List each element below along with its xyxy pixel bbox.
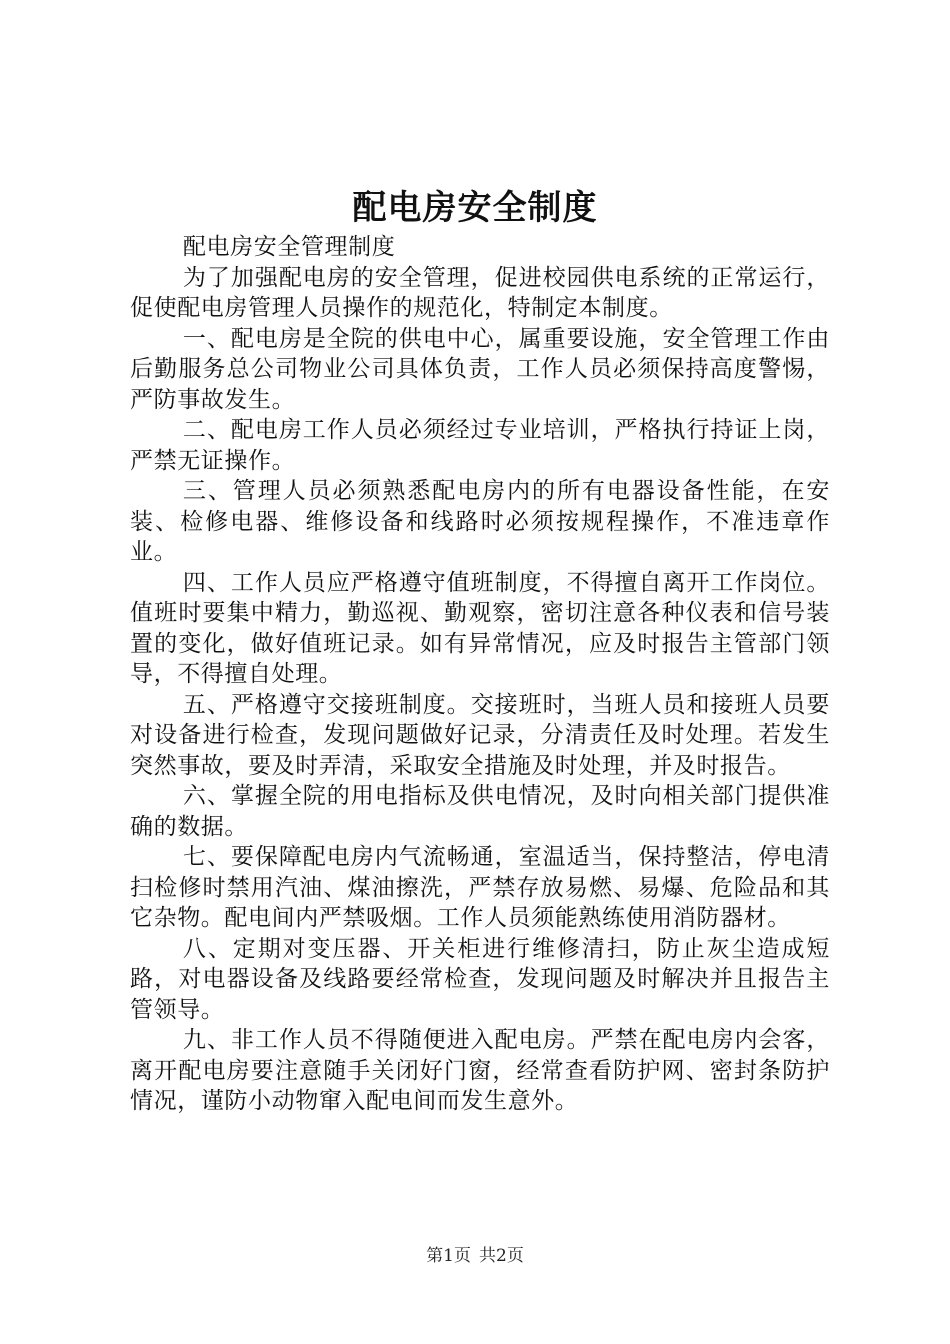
page-number: 第1页: [426, 1246, 471, 1266]
page-count: 共2页: [479, 1246, 524, 1266]
rule-paragraph-7: 七、要保障配电房内气流畅通，室温适当，保持整洁，停电清扫检修时禁用汽油、煤油擦洗，严禁存放易燃、易爆、危险品和其它杂物。配电间内严禁吸烟。工作人员须能熟练使用消防器材。: [130, 844, 830, 931]
rule-paragraph-1: 一、配电房是全院的供电中心，属重要设施，安全管理工作由后勤服务总公司物业公司具体负责，工作人员必须保持高度警惕，严防事故发生。: [130, 325, 830, 413]
rule-paragraph-9: 九、非工作人员不得随便进入配电房。严禁在配电房内会客，离开配电房要注意随手关闭好门窗，经常查看防护网、密封条防护情况，谨防小动物窜入配电间而发生意外。: [130, 1027, 830, 1114]
rule-paragraph-4: 四、工作人员应严格遵守值班制度，不得擅自离开工作岗位。值班时要集中精力，勤巡视、勤观察，密切注意各种仪表和信号装置的变化，做好值班记录。如有异常情况，应及时报告主管部门领导，不得擅自处理。: [130, 569, 830, 687]
rule-paragraph-5: 五、严格遵守交接班制度。交接班时，当班人员和接班人员要对设备进行检查，发现问题做好记录，分清责任及时处理。若发生突然事故，要及时弄清，采取安全措施及时处理，并及时报告。: [130, 691, 830, 779]
intro-paragraph: 为了加强配电房的安全管理，促进校园供电系统的正常运行，促使配电房管理人员操作的规范化，特制定本制度。: [130, 264, 830, 321]
page-footer: [0, 1244, 950, 1268]
rule-paragraph-2: 二、配电房工作人员必须经过专业培训，严格执行持证上岗，严禁无证操作。: [130, 417, 830, 474]
rule-paragraph-8: 八、定期对变压器、开关柜进行维修清扫，防止灰尘造成短路，对电器设备及线路要经常检查，发现问题及时解决并且报告主管领导。: [130, 935, 830, 1023]
document-body: [130, 232, 830, 1117]
document-title: 配电房安全制度: [352, 188, 598, 228]
subtitle-paragraph: 配电房安全管理制度: [182, 234, 396, 260]
rule-paragraph-6: 六、掌握全院的用电指标及供电情况，及时向相关部门提供准确的数据。: [130, 783, 830, 840]
rule-paragraph-3: 三、管理人员必须熟悉配电房内的所有电器设备性能，在安装、检修电器、维修设备和线路时必须按规程操作，不准违章作业。: [130, 478, 830, 565]
